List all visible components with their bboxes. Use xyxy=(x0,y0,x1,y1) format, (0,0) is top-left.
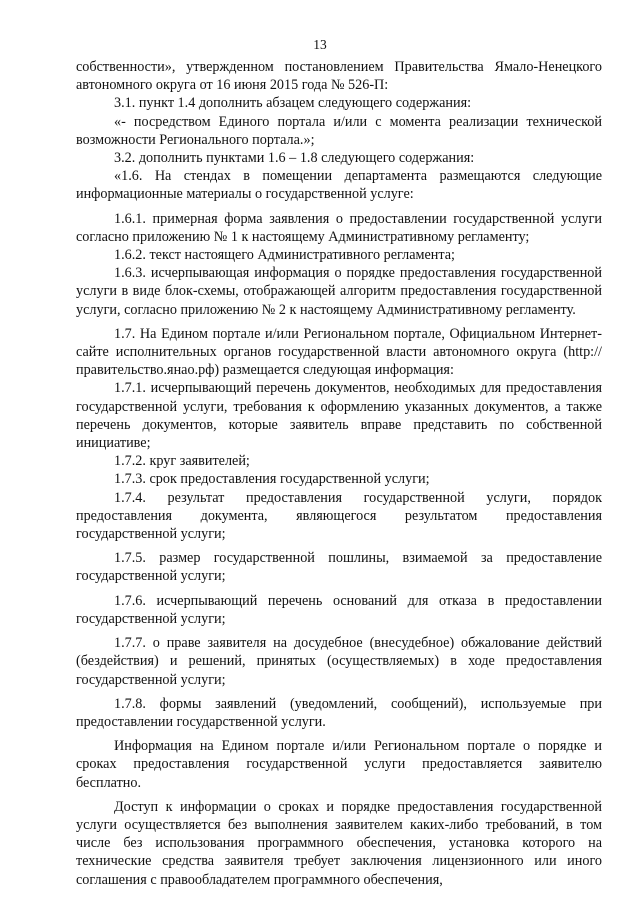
paragraph-continuation: собственности», утвержденном постановлением Правительства Ямало-Ненецкого автономного округа от 16 июня 2015 года № 526-П: xyxy=(76,59,602,94)
document-body xyxy=(76,58,602,889)
paragraph-1-7-5: 1.7.5. размер государственной пошлины, взимаемой за предоставление государственной услуги; xyxy=(76,550,602,585)
paragraph-1-7-4: 1.7.4. результат предоставления государственной услуги, порядок предоставления документа, являющегося результатом предоставления государственной услуги; xyxy=(76,489,602,543)
paragraph-3-1-text: «- посредством Единого портала и/или с момента реализации технической возможности Регионального портала.»; xyxy=(76,113,602,148)
paragraph-portal-info: Информация на Едином портале и/или Региональном портале о порядке и сроках предоставления государственной услуги предоставляется заявителю бесплатно. xyxy=(76,738,602,791)
paragraph-1-6-2: 1.6.2. текст настоящего Административного регламента; xyxy=(114,247,455,264)
paragraph-1-7-1: 1.7.1. исчерпывающий перечень документов, необходимых для предоставления государственной услуги, требования к оформлению указанных документов, а также перечень документов, которые заявитель вправе представить по собственной инициативе; xyxy=(76,380,602,452)
paragraph-1-7-7: 1.7.7. о праве заявителя на досудебное (внесудебное) обжалование действий (бездействия) и решений, принятых (осуществляемых) в ходе предоставления государственной услуги; xyxy=(76,635,602,688)
paragraph-1-7-2: 1.7.2. круг заявителей; xyxy=(114,453,250,470)
paragraph-3-1: 3.1. пункт 1.4 дополнить абзацем следующего содержания: xyxy=(114,95,472,112)
paragraph-1-6-1: 1.6.1. примерная форма заявления о предоставлении государственной услуги согласно приложению № 1 к настоящему Административному регламенту; xyxy=(76,210,602,245)
paragraph-3-2: 3.2. дополнить пунктами 1.6 – 1.8 следующего содержания: xyxy=(114,150,475,167)
paragraph-1-7: 1.7. На Едином портале и/или Региональном портале, Официальном Интернет-сайте исполнительных органов государственной власти автономного округа (http://правительство.янао.рф) размещается следующая информация: xyxy=(76,325,602,379)
paragraph-1-6: «1.6. На стендах в помещении департамента размещаются следующие информационные материалы о государственной услуге: xyxy=(76,168,602,203)
page-number: 13 xyxy=(313,37,327,52)
paragraph-1-7-8: 1.7.8. формы заявлений (уведомлений, сообщений), используемые при предоставлении государственной услуги. xyxy=(76,695,602,730)
paragraph-1-6-3: 1.6.3. исчерпывающая информация о порядке предоставления государственной услуги в виде блок-схемы, отображающей алгоритм предоставления государственной услуги, согласно приложению № 2 к настоящему Административному регламенту. xyxy=(76,265,602,318)
paragraph-access-info: Доступ к информации о сроках и порядке предоставления государственной услуги осуществляется без выполнения заявителем каких-либо требований, в том числе без использования программного обеспечения, установка которого на технические средства заявителя требует заключения лицензионного или иного соглашения с правообладателем программного обеспечения, xyxy=(76,798,602,888)
paragraph-1-7-3: 1.7.3. срок предоставления государственной услуги; xyxy=(114,471,430,488)
paragraph-1-7-6: 1.7.6. исчерпывающий перечень оснований для отказа в предоставлении государственной услуги; xyxy=(76,592,602,627)
